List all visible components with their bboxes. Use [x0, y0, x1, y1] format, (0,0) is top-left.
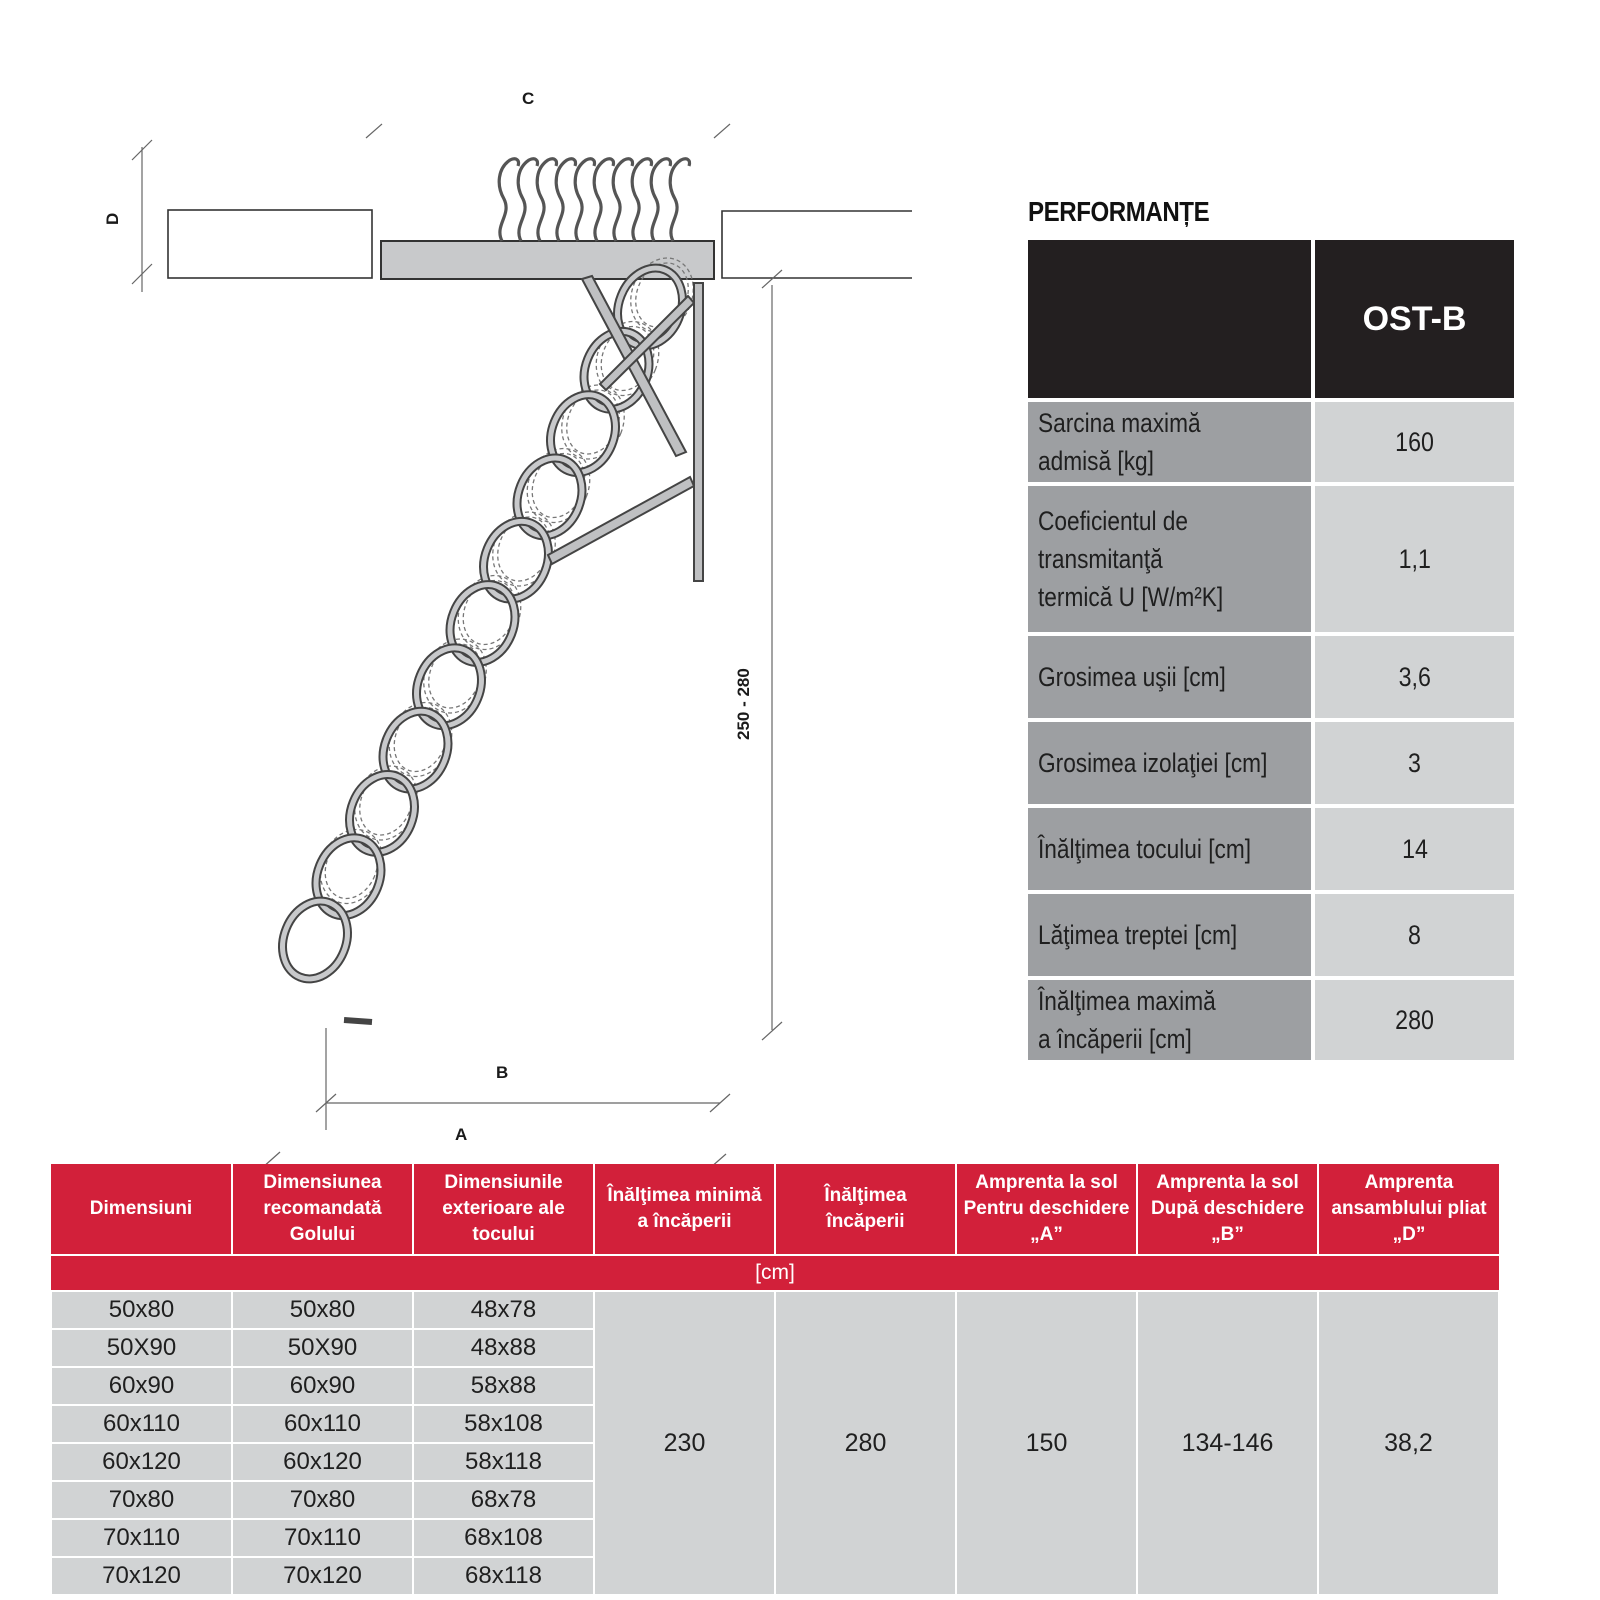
dimensions-header-line: După deschidere	[1150, 1198, 1305, 1219]
dimension-label-c: C	[522, 89, 535, 108]
performance-label	[1028, 482, 1315, 632]
dimensions-header-line: Amprenta la sol	[1156, 1172, 1299, 1193]
dimensions-header-line: exterioare ale	[442, 1198, 565, 1219]
dimensions-merged-cell: 134-146	[1137, 1291, 1318, 1595]
dimensions-header-cell	[232, 1164, 413, 1255]
performance-label-line: Grosimea izolaţiei [cm]	[1038, 748, 1268, 778]
dimensions-header-line: a încăperii	[637, 1211, 732, 1232]
dimensions-cell: 48x78	[413, 1291, 594, 1329]
folded-tread	[556, 159, 575, 241]
dimensions-cell: 60x120	[51, 1443, 232, 1481]
dimensions-header-cell	[1318, 1164, 1499, 1255]
dimensions-cell: 58x88	[413, 1367, 594, 1405]
dimensions-header-line: Dimensiunile	[444, 1172, 563, 1193]
dimension-label-height: 250 - 280	[734, 668, 753, 740]
dimensions-cell: 70x80	[232, 1481, 413, 1519]
performance-row	[1028, 718, 1514, 804]
dimensions-cell: 50X90	[51, 1329, 232, 1367]
performance-value	[1315, 718, 1514, 804]
dimensions-header-line: Înălţimea minimă	[607, 1185, 762, 1206]
folded-tread	[499, 159, 518, 241]
performance-label	[1028, 976, 1315, 1060]
dimensions-header-line: Pentru deschidere	[963, 1198, 1130, 1219]
performance-label-line: Înălţimea maximă	[1038, 986, 1216, 1016]
performance-row	[1028, 482, 1514, 632]
performance-label-line: Sarcina maximă	[1038, 408, 1201, 438]
dimensions-header-line: Dimensiuni	[89, 1198, 193, 1219]
dimensions-merged-cell: 280	[775, 1291, 956, 1595]
performance-label-line: a încăperii [cm]	[1038, 1024, 1192, 1054]
dimensions-table	[50, 1164, 1500, 1596]
performance-label-line: Coeficientul de	[1038, 506, 1189, 536]
dimensions-cell: 70x120	[232, 1557, 413, 1595]
dimensions-header-line: Dimensiunea	[263, 1172, 382, 1193]
performance-label-line: Lăţimea treptei [cm]	[1038, 920, 1238, 950]
performance-value-text: 14	[1401, 833, 1428, 864]
folded-tread	[613, 159, 632, 241]
dimensions-cell: 68x78	[413, 1481, 594, 1519]
dimensions-cell: 50x80	[232, 1291, 413, 1329]
performance-header-row	[1028, 240, 1514, 398]
performance-value	[1315, 482, 1514, 632]
dimensions-header-row	[51, 1164, 1499, 1255]
main-stairs	[271, 258, 693, 1022]
folded-tread	[537, 159, 556, 241]
dimensions-cell: 70x110	[51, 1519, 232, 1557]
dimensions-cell: 60x90	[51, 1367, 232, 1405]
performance-label-line: Înălţimea tocului [cm]	[1038, 834, 1252, 864]
performance-label-line: Grosimea uşii [cm]	[1038, 662, 1226, 692]
dimension-label-d: D	[103, 212, 122, 225]
stair-foot	[344, 1020, 372, 1022]
performance-row	[1028, 398, 1514, 482]
dimensions-header-line: Amprenta la sol	[975, 1172, 1118, 1193]
performance-label-line: admisă [kg]	[1038, 446, 1154, 476]
performance-value-text: 8	[1408, 919, 1421, 950]
dimensions-cell: 70x80	[51, 1481, 232, 1519]
dimensions-cell: 68x108	[413, 1519, 594, 1557]
dimensions-header-line: Golului	[289, 1224, 356, 1245]
performance-table	[1028, 240, 1514, 1060]
performance-value-text: 3,6	[1398, 661, 1431, 692]
dimensions-cell: 60x110	[232, 1405, 413, 1443]
performance-value-text: 160	[1395, 426, 1434, 457]
dimensions-header-cell	[413, 1164, 594, 1255]
dimensions-header-cell	[956, 1164, 1137, 1255]
dimensions-header-line: „D”	[1392, 1224, 1426, 1245]
performance-row	[1028, 890, 1514, 976]
dimensions-cell: 70x120	[51, 1557, 232, 1595]
folded-stairs	[499, 159, 689, 241]
dimensions-cell: 60x110	[51, 1405, 232, 1443]
folded-tread	[518, 159, 537, 241]
performance-label	[1028, 632, 1315, 718]
dimensions-header-cell	[51, 1164, 232, 1255]
performance-row	[1028, 632, 1514, 718]
dimensions-header-line: ansamblului pliat	[1331, 1198, 1487, 1219]
stair-diagram	[0, 0, 960, 1170]
unit-label: [cm]	[51, 1255, 1499, 1291]
performance-value	[1315, 632, 1514, 718]
dimensions-cell: 70x110	[232, 1519, 413, 1557]
dimension-label-b: B	[496, 1063, 509, 1082]
performance-label	[1028, 718, 1315, 804]
dimension-label-a: A	[455, 1125, 468, 1144]
performance-value-text: 3	[1408, 747, 1421, 778]
dimensions-merged-cell: 38,2	[1318, 1291, 1499, 1595]
dimensions-header-cell	[1137, 1164, 1318, 1255]
performance-label	[1028, 398, 1315, 482]
dimensions-merged-cell: 150	[956, 1291, 1137, 1595]
performance-value	[1315, 398, 1514, 482]
dimensions-cell: 50x80	[51, 1291, 232, 1329]
performance-title: PERFORMANȚE	[1028, 196, 1210, 227]
performance-header-blank	[1028, 240, 1315, 398]
folded-tread	[670, 159, 689, 241]
dimensions-header-cell	[594, 1164, 775, 1255]
dimensions-cell: 68x118	[413, 1557, 594, 1595]
performance-label-line: transmitanţă	[1038, 544, 1163, 574]
dimensions-cell: 60x90	[232, 1367, 413, 1405]
ceiling-left	[168, 210, 372, 278]
dimensions-merged-cell: 230	[594, 1291, 775, 1595]
performance-row	[1028, 976, 1514, 1060]
dimensions-unit-row	[51, 1255, 1499, 1291]
performance-label	[1028, 890, 1315, 976]
dimensions-header-line: „B”	[1211, 1224, 1244, 1245]
folded-tread	[632, 159, 651, 241]
folded-tread	[575, 159, 594, 241]
performance-model: OST-B	[1315, 240, 1514, 398]
ghost-tread	[551, 376, 635, 469]
ceiling-right	[722, 211, 912, 278]
performance-label	[1028, 804, 1315, 890]
performance-value	[1315, 804, 1514, 890]
performance-label-line: termică U [W/m²K]	[1038, 582, 1224, 612]
dimensions-header-cell	[775, 1164, 956, 1255]
dimensions-cell: 58x108	[413, 1405, 594, 1443]
performance-value-text: 1,1	[1398, 543, 1431, 574]
folded-tread	[651, 159, 670, 241]
dimensions-header-line: recomandată	[263, 1198, 382, 1219]
dimensions-cell: 58x118	[413, 1443, 594, 1481]
performance-value	[1315, 890, 1514, 976]
table-row	[51, 1291, 1499, 1329]
dimensions-cell: 48x88	[413, 1329, 594, 1367]
dimensions-cell: 50X90	[232, 1329, 413, 1367]
dimensions-header-line: „A”	[1030, 1224, 1063, 1245]
dimensions-cell: 60x120	[232, 1443, 413, 1481]
performance-value	[1315, 976, 1514, 1060]
dimensions-header-line: Amprenta	[1364, 1172, 1454, 1193]
dimensions-header-line: Înălţimea	[824, 1185, 907, 1206]
dimensions-header-line: încăperii	[826, 1211, 905, 1232]
folded-tread	[594, 159, 613, 241]
dimensions-header-line: tocului	[472, 1224, 535, 1245]
performance-row	[1028, 804, 1514, 890]
performance-value-text: 280	[1395, 1004, 1434, 1035]
